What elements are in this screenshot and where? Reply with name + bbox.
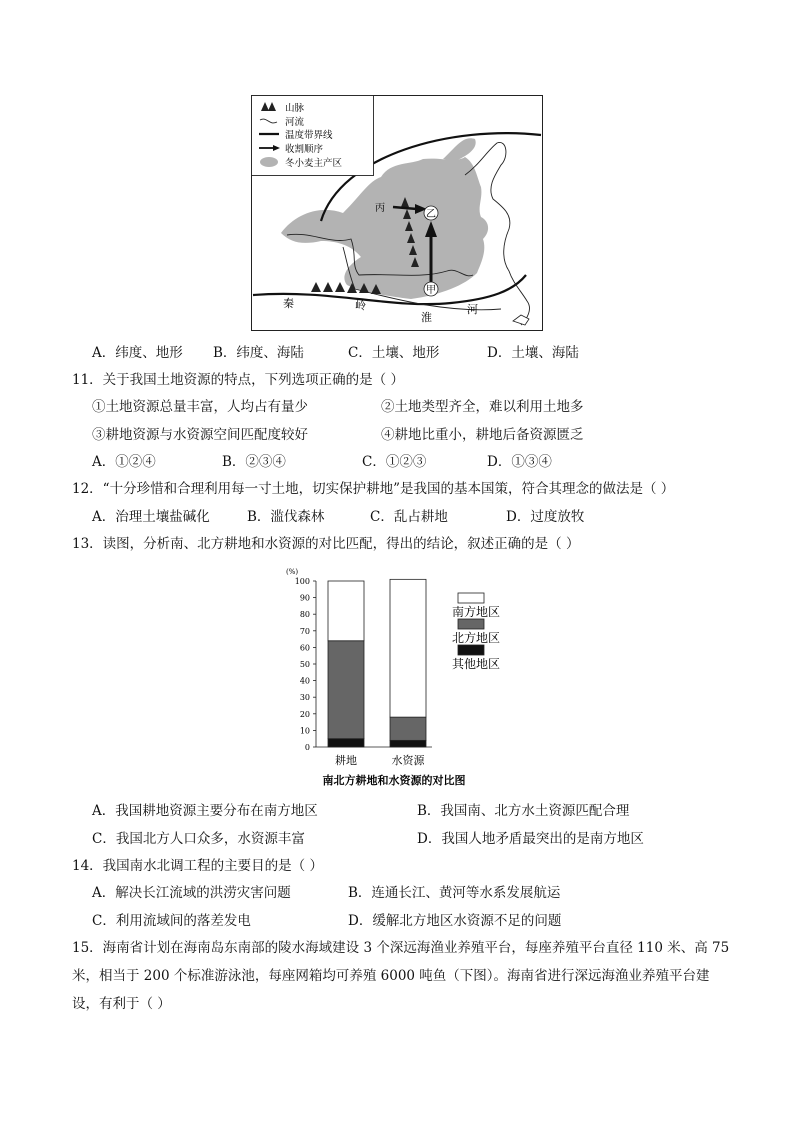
q13-option-d[interactable]: D．我国人地矛盾最突出的是南方地区 xyxy=(417,831,644,847)
place-label-yi: 乙 xyxy=(426,209,436,220)
y-tick-label: 40 xyxy=(299,676,310,686)
q12-option-b[interactable]: B．滥伐森林 xyxy=(247,509,325,525)
q11-option-a[interactable]: A．①②④ xyxy=(92,454,156,470)
y-tick-label: 70 xyxy=(299,626,310,636)
bar-1-其他地区 xyxy=(328,739,364,747)
bar-2-其他地区 xyxy=(390,740,426,747)
y-tick-label: 90 xyxy=(299,593,310,603)
y-tick-label: 30 xyxy=(299,693,310,703)
label-he: 河 xyxy=(467,303,478,316)
bar-2-南方地区 xyxy=(390,579,426,717)
legend-swatch xyxy=(458,593,484,603)
svg-text:冬小麦主产区: 冬小麦主产区 xyxy=(285,158,343,169)
q14-stem: 14．我国南水北调工程的主要目的是（ ） xyxy=(72,858,323,874)
q11-option-d[interactable]: D．①③④ xyxy=(487,454,552,470)
q13-option-b[interactable]: B．我国南、北方水土资源匹配合理 xyxy=(417,803,630,819)
y-tick-label: 20 xyxy=(299,709,310,719)
q11-statement-1: ①土地资源总量丰富，人均占有量少 xyxy=(92,399,308,415)
wheat-legend-icon xyxy=(260,157,278,167)
y-tick-label: 0 xyxy=(304,743,310,752)
legend-swatch xyxy=(458,619,484,629)
q12-stem: 12．“十分珍惜和合理利用每一寸土地，切实保护耕地”是我国的基本国策，符合其理念的做法是（ ） xyxy=(72,481,675,497)
q14-option-b[interactable]: B．连通长江、黄河等水系发展航运 xyxy=(348,885,561,901)
x-category-label: 水资源 xyxy=(391,754,425,767)
q12-option-c[interactable]: C．乱占耕地 xyxy=(370,509,448,525)
svg-text:河流: 河流 xyxy=(285,117,305,128)
q11-statement-4: ④耕地比重小，耕地后备资源匮乏 xyxy=(381,427,584,443)
chart-title: 南北方耕地和水资源的对比图 xyxy=(322,774,466,787)
y-tick-label: 50 xyxy=(299,660,310,669)
q15-stem: 15．海南省计划在海南岛东南部的陵水海域建设 3 个深远海渔业养殖平台，每座养殖平台直径 110 米、高 75 米，相当于 200 个标准游泳池，每座网箱均可养殖 6000 吨鱼（下图）。海南省进行深远海渔业养殖平台建设，有利于（ ） xyxy=(72,940,730,1012)
legend-swatch xyxy=(458,645,484,655)
q10-option-b[interactable]: B．纬度、海陆 xyxy=(213,345,304,361)
place-label-bing: 丙 xyxy=(375,203,385,214)
q13-option-c[interactable]: C．我国北方人口众多，水资源丰富 xyxy=(92,831,305,847)
q13-stem: 13．读图，分析南、北方耕地和水资源的对比匹配，得出的结论，叙述正确的是（ ） xyxy=(72,536,580,552)
legend-label: 南方地区 xyxy=(452,605,501,619)
y-axis-unit: (%) xyxy=(286,568,299,576)
map-legend xyxy=(252,96,374,176)
y-tick-label: 80 xyxy=(299,610,310,620)
legend-label: 北方地区 xyxy=(452,631,501,645)
q10-option-a[interactable]: A．纬度、地形 xyxy=(92,345,183,361)
x-category-label: 耕地 xyxy=(335,754,357,767)
q10-option-c[interactable]: C．土壤、地形 xyxy=(348,345,440,361)
bar-2-北方地区 xyxy=(390,717,426,740)
q11-stem: 11．关于我国土地资源的特点，下列选项正确的是（ ） xyxy=(72,372,404,388)
wheat-harvest-map xyxy=(251,95,543,331)
svg-text:收割顺序: 收割顺序 xyxy=(285,144,324,155)
q12-option-d[interactable]: D．过度放牧 xyxy=(506,509,585,525)
legend-label: 其他地区 xyxy=(452,657,501,671)
y-tick-label: 10 xyxy=(299,726,310,736)
q13-option-a[interactable]: A．我国耕地资源主要分布在南方地区 xyxy=(92,803,318,819)
label-ling: 岭 xyxy=(355,299,366,312)
y-tick-label: 60 xyxy=(299,643,310,653)
place-label-jia: 甲 xyxy=(426,285,436,296)
label-qin: 秦 xyxy=(283,297,294,310)
q10-option-d[interactable]: D．土壤、海陆 xyxy=(487,345,579,361)
bar-1-南方地区 xyxy=(328,581,364,641)
q11-statement-2: ②土地类型齐全，难以利用土地多 xyxy=(381,399,584,415)
q11-option-c[interactable]: C．①②③ xyxy=(362,454,427,470)
y-tick-label: 100 xyxy=(294,577,310,586)
label-huai: 淮 xyxy=(421,311,432,324)
q14-option-c[interactable]: C．利用流域间的落差发电 xyxy=(92,913,251,929)
q14-option-a[interactable]: A．解决长江流域的洪涝灾害问题 xyxy=(92,885,291,901)
q11-statement-3: ③耕地资源与水资源空间匹配度较好 xyxy=(92,427,308,443)
svg-text:山脉: 山脉 xyxy=(285,103,305,114)
land-water-chart xyxy=(282,565,522,793)
q12-option-a[interactable]: A．治理土壤盐碱化 xyxy=(92,509,210,525)
svg-text:温度带界线: 温度带界线 xyxy=(285,130,333,141)
q11-option-b[interactable]: B．②③④ xyxy=(222,454,286,470)
bar-1-北方地区 xyxy=(328,641,364,739)
q14-option-d[interactable]: D．缓解北方地区水资源不足的问题 xyxy=(348,913,562,929)
